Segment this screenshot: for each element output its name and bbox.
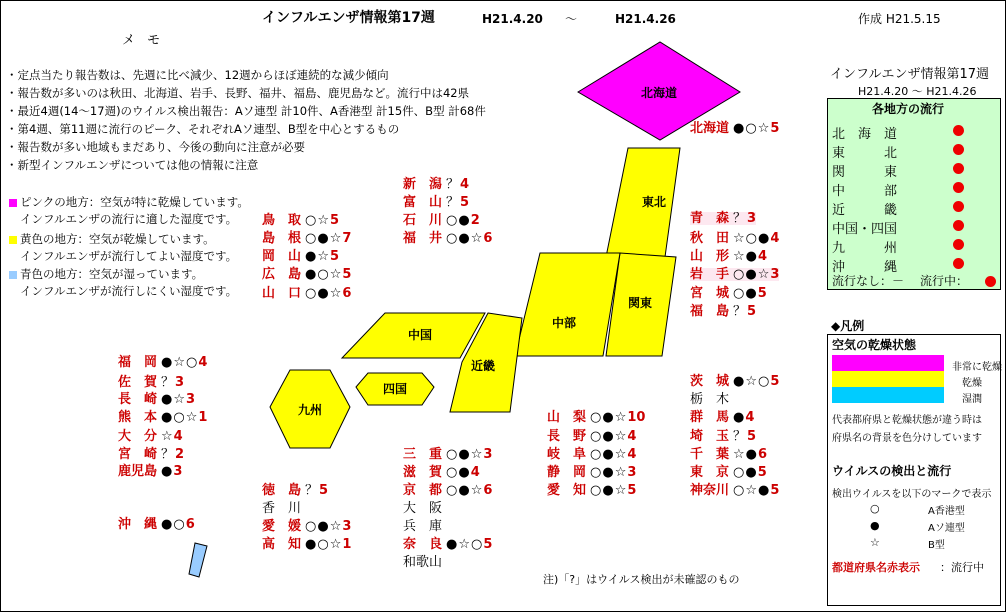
virus-marks: ○● (446, 465, 471, 480)
regional-status-title: 各地方の流行 (872, 102, 945, 116)
virus-marks: ○☆● (733, 483, 771, 498)
prefecture-name: 栃 木 (690, 392, 730, 407)
virus-marks: ☆● (733, 249, 759, 264)
prefecture-name: 広 島 (262, 267, 302, 282)
prefecture-entry (547, 484, 636, 497)
virus-marks: ？ (305, 483, 320, 498)
report-count: 5 (757, 465, 767, 480)
memo-heading: メ モ (122, 33, 165, 48)
virus-marks: ●○☆ (161, 410, 199, 425)
date-tilde: ～ (565, 12, 578, 26)
prefecture-entry (690, 375, 779, 388)
report-count: 4 (758, 249, 768, 264)
prefecture-name: 大 分 (118, 429, 158, 444)
dry-swatch-humid (832, 387, 944, 403)
report-count: 3 (627, 465, 637, 480)
region-row: 九 州 (832, 241, 898, 256)
prefecture-name: 福 島 (690, 304, 730, 319)
prefecture-name: 山 形 (690, 249, 730, 264)
region-chubu (515, 253, 620, 356)
prefecture-entry (403, 520, 442, 533)
report-count: 3 (747, 211, 757, 226)
epidemic-dot (953, 258, 964, 269)
report-count: 5 (460, 195, 470, 210)
prefecture-entry (690, 212, 756, 225)
virus-marks: ○●☆ (446, 447, 484, 462)
prefecture-name: 東 京 (690, 465, 730, 480)
prefecture-name: 北海道 (690, 121, 730, 136)
virus-marks: ○☆ (305, 213, 331, 228)
virus-marks: ☆○● (733, 231, 771, 246)
prefecture-entry (403, 214, 480, 227)
virus-marks: ○●☆ (446, 231, 484, 246)
prefecture-name: 宮 崎 (118, 447, 158, 462)
virus-label: Aソ連型 (928, 523, 965, 534)
report-count: 3 (173, 464, 183, 479)
prefecture-entry (690, 268, 779, 281)
prefecture-entry (403, 484, 492, 497)
prefecture-entry (403, 502, 442, 515)
virus-marks: ○●☆ (305, 231, 343, 246)
virus-mark-soviet: ● (870, 519, 880, 532)
page-title: インフルエンザ情報第17週 (262, 10, 435, 26)
prefecture-entry (690, 122, 779, 135)
virus-marks: ○● (733, 286, 758, 301)
report-count: 6 (758, 447, 768, 462)
virus-marks: ？ (446, 177, 461, 192)
note-line: ・最近4週(14～17週)のウイルス検出報告：Aソ連型 計10件、A香港型 計15件、B型 計68件 (6, 104, 486, 118)
report-count: 10 (627, 410, 646, 425)
status-active-label: 流行中： (920, 274, 969, 288)
prefecture-entry (262, 484, 328, 497)
created-date: 作成 H21.5.15 (858, 12, 941, 26)
prefecture-entry (118, 448, 184, 461)
region-row: 中 部 (832, 184, 898, 199)
prefecture-name: 鹿児島 (118, 464, 158, 479)
mismatch-note: 府県名の背景を色分けしています (832, 433, 982, 444)
prefecture-name: 沖 縄 (118, 517, 158, 532)
report-count: 5 (342, 267, 352, 282)
region-label-kanto: 関東 (627, 296, 653, 310)
report-count: 7 (342, 231, 352, 246)
prefecture-name: 宮 城 (690, 286, 730, 301)
date-to: H21.4.26 (615, 12, 676, 26)
legend-blue-line2: インフルエンザが流行しにくい湿度です。 (20, 284, 238, 298)
epidemic-dot (953, 182, 964, 193)
virus-label: A香港型 (928, 506, 965, 517)
prefecture-entry (547, 411, 645, 424)
dry-swatch-very (832, 355, 944, 371)
prefecture-entry (403, 196, 469, 209)
prefecture-name: 秋 田 (690, 231, 730, 246)
dry-swatch-dry (832, 371, 944, 387)
report-count: 5 (770, 374, 780, 389)
report-count: 5 (747, 429, 757, 444)
epidemic-dot (953, 144, 964, 155)
region-label-hokkaido: 北海道 (640, 86, 678, 100)
legend-heading: ◆凡例 (831, 319, 865, 333)
region-row: 沖 縄 (832, 260, 898, 275)
prefecture-name: 群 馬 (690, 410, 730, 425)
virus-note: 検出ウイルスを以下のマークで表示 (832, 489, 992, 500)
prefecture-entry (118, 356, 207, 369)
prefecture-entry (690, 393, 729, 406)
prefecture-name: 福 岡 (118, 355, 158, 370)
prefecture-name: 青 森 (690, 211, 730, 226)
prefecture-entry (262, 214, 339, 227)
prefecture-name: 長 崎 (118, 392, 158, 407)
epidemic-dot (953, 201, 964, 212)
prefecture-entry (403, 466, 480, 479)
report-count: 1 (198, 410, 208, 425)
prefecture-name: 佐 賀 (118, 375, 158, 390)
note-line: ・報告数が多い地域もまだあり、今後の動向に注意が必要 (6, 140, 305, 154)
region-label-tohoku: 東北 (641, 195, 667, 209)
virus-marks: ● (161, 464, 174, 479)
note-line: ・報告数が多いのは秋田、北海道、岩手、長野、福井、福島、鹿児島など。流行中は42県 (6, 86, 470, 100)
virus-marks: ○●☆ (590, 429, 628, 444)
right-panel-dates: H21.4.20 ～ H21.4.26 (858, 85, 977, 98)
legend-box (827, 334, 1001, 606)
prefecture-entry (690, 466, 767, 479)
regional-status-box (827, 98, 1001, 290)
prefecture-entry (547, 466, 636, 479)
prefecture-name: 高 知 (262, 537, 302, 552)
report-count: 4 (470, 465, 480, 480)
prefecture-name: 千 葉 (690, 447, 730, 462)
dry-label: 湿潤 (962, 394, 982, 405)
virus-marks: ？ (733, 211, 748, 226)
prefecture-entry (690, 484, 779, 497)
virus-label: B型 (928, 540, 945, 551)
prefecture-name: 埼 玉 (690, 429, 730, 444)
region-label-kyushu: 九州 (297, 403, 323, 417)
legend-yellow-line2: インフルエンザが流行してよい湿度です。 (20, 249, 238, 263)
prefecture-name: 大 阪 (403, 501, 443, 516)
prefecture-entry (118, 411, 207, 424)
date-from: H21.4.20 (482, 12, 543, 26)
prefecture-name: 愛 媛 (262, 519, 302, 534)
note-line: ・新型インフルエンザについては他の情報に注意 (6, 158, 259, 172)
dryness-title: 空気の乾燥状態 (832, 338, 917, 352)
virus-marks: ●○☆ (305, 267, 343, 282)
prefecture-entry (262, 287, 351, 300)
prefecture-entry (118, 465, 182, 478)
report-count: 5 (757, 286, 767, 301)
virus-marks: ？ (446, 195, 461, 210)
virus-marks: ☆● (733, 447, 759, 462)
prefecture-name: 滋 賀 (403, 465, 443, 480)
prefecture-name: 愛 知 (547, 483, 587, 498)
virus-marks: ●☆ (161, 392, 187, 407)
report-count: 1 (342, 537, 352, 552)
virus-marks: ○● (733, 465, 758, 480)
prefecture-name: 茨 城 (690, 374, 730, 389)
report-count: 4 (173, 429, 183, 444)
report-count: 2 (175, 447, 185, 462)
legend-blue-line1: 青色の地方：空気が湿っています。 (20, 267, 204, 281)
prefecture-name: 兵 庫 (403, 519, 443, 534)
region-row: 東 北 (832, 146, 898, 161)
note-line: ・定点当たり報告数は、先週に比べ減少、12週からほぼ連続的な減少傾向 (6, 68, 389, 82)
report-count: 6 (185, 517, 195, 532)
prefecture-name: 神奈川 (690, 483, 730, 498)
report-count: 4 (627, 429, 637, 444)
prefecture-entry (262, 520, 351, 533)
prefecture-entry (262, 268, 351, 281)
report-count: 4 (198, 355, 208, 370)
epidemic-dot (953, 125, 964, 136)
report-count: 3 (186, 392, 196, 407)
epidemic-dot (985, 276, 996, 287)
prefecture-entry (690, 448, 767, 461)
virus-marks: ○●☆ (590, 483, 628, 498)
virus-marks: ●☆○ (733, 374, 771, 389)
prefecture-entry (403, 178, 469, 191)
prefecture-name: 富 山 (403, 195, 443, 210)
prefecture-entry (118, 430, 183, 443)
prefecture-entry (403, 448, 492, 461)
prefecture-name: 香 川 (262, 501, 302, 516)
region-okinawa (189, 543, 207, 577)
region-row: 中国・四国 (832, 222, 898, 237)
footnote: 注)「?」はウイルス検出が未確認のもの (543, 573, 740, 586)
prefecture-entry (118, 376, 184, 389)
prefecture-entry (690, 232, 779, 245)
report-count: 6 (342, 286, 352, 301)
prefecture-name: 石 川 (403, 213, 443, 228)
legend-pink-line2: インフルエンザの流行に適した湿度です。 (20, 212, 238, 226)
report-count: 4 (745, 410, 755, 425)
report-count: 6 (483, 483, 493, 498)
virus-marks: ○●☆ (590, 447, 628, 462)
virus-marks: ○●☆ (305, 519, 343, 534)
prefecture-entry (690, 430, 756, 443)
region-row: 関 東 (832, 165, 898, 180)
prefecture-entry (690, 411, 754, 424)
prefecture-entry (262, 250, 339, 263)
legend-pink-line1: ピンクの地方：空気が特に乾燥しています。 (20, 195, 249, 209)
prefecture-name: 熊 本 (118, 410, 158, 425)
epidemic-dot (953, 239, 964, 250)
virus-marks: ？ (733, 429, 748, 444)
dry-label: 乾燥 (962, 378, 982, 389)
virus-marks: ○●☆ (446, 483, 484, 498)
virus-marks: ●☆○ (446, 537, 484, 552)
prefecture-entry (262, 232, 351, 245)
prefecture-entry (690, 287, 767, 300)
prefecture-entry (403, 556, 442, 569)
report-count: 5 (627, 483, 637, 498)
prefecture-name: 三 重 (403, 447, 443, 462)
virus-marks: ●○☆ (733, 121, 771, 136)
report-count: 3 (770, 267, 780, 282)
report-count: 4 (627, 447, 637, 462)
prefecture-name: 静 岡 (547, 465, 587, 480)
virus-marks: ●☆○ (161, 355, 199, 370)
virus-marks: ？ (161, 447, 176, 462)
region-row: 近 畿 (832, 203, 898, 218)
virus-marks: ○●☆ (590, 410, 628, 425)
report-count: 5 (483, 537, 493, 552)
region-label-chugoku: 中国 (407, 328, 433, 342)
prefecture-name: 京 都 (403, 483, 443, 498)
virus-marks: ● (733, 410, 746, 425)
report-count: 4 (770, 231, 780, 246)
status-none-label: 流行なし：－ (832, 274, 905, 288)
report-count: 5 (770, 483, 780, 498)
prefecture-name: 山 梨 (547, 410, 587, 425)
prefecture-entry (262, 502, 301, 515)
region-label-chubu: 中部 (551, 316, 577, 330)
prefecture-entry (403, 538, 492, 551)
epidemic-dot (953, 163, 964, 174)
prefecture-name: 山 口 (262, 286, 302, 301)
virus-mark-hongkong: ○ (870, 502, 880, 515)
prefecture-name: 岐 阜 (547, 447, 587, 462)
report-count: 3 (175, 375, 185, 390)
report-count: 5 (330, 249, 340, 264)
virus-mark-b: ☆ (870, 536, 880, 549)
virus-marks: ○●☆ (733, 267, 771, 282)
region-label-kinki: 近畿 (470, 359, 496, 373)
prefecture-entry (118, 518, 195, 531)
report-count: 2 (470, 213, 480, 228)
prefecture-entry (403, 232, 492, 245)
report-count: 5 (330, 213, 340, 228)
region-label-shikoku: 四国 (382, 382, 408, 396)
report-count: 5 (319, 483, 329, 498)
virus-marks: ？ (733, 304, 748, 319)
virus-marks: ●☆ (305, 249, 331, 264)
prefecture-entry (118, 393, 195, 406)
prefecture-name: 長 野 (547, 429, 587, 444)
prefecture-entry (547, 430, 636, 443)
prefecture-name: 奈 良 (403, 537, 443, 552)
report-count: 3 (342, 519, 352, 534)
virus-marks: ●○ (161, 517, 186, 532)
report-count: 5 (770, 121, 780, 136)
prefecture-name: 岩 手 (690, 267, 730, 282)
prefecture-entry (262, 538, 351, 551)
virus-marks: ○●☆ (590, 465, 628, 480)
prefecture-name: 新 潟 (403, 177, 443, 192)
region-row: 北 海 道 (832, 127, 898, 142)
virus-marks: ●○☆ (305, 537, 343, 552)
note-line: ・第4週、第11週に流行のピーク、それぞれAソ連型、B型を中心とするもの (6, 122, 400, 136)
prefecture-entry (690, 250, 767, 263)
prefecture-name: 和歌山 (403, 555, 443, 570)
report-count: 5 (747, 304, 757, 319)
virus-title: ウイルスの検出と流行 (832, 464, 952, 478)
epidemic-dot (953, 220, 964, 231)
report-count: 6 (483, 231, 493, 246)
epidemic-legend-label: 都道府県名赤表示 (832, 561, 920, 574)
prefecture-entry (547, 448, 636, 461)
prefecture-entry (690, 305, 756, 318)
report-count: 3 (483, 447, 493, 462)
report-count: 4 (460, 177, 470, 192)
dry-label: 非常に乾燥 (952, 362, 1002, 373)
epidemic-legend-text: ：流行中 (940, 561, 984, 574)
virus-marks: ○●☆ (305, 286, 343, 301)
prefecture-name: 鳥 取 (262, 213, 302, 228)
virus-marks: ？ (161, 375, 176, 390)
virus-marks: ○● (446, 213, 471, 228)
right-panel-title: インフルエンザ情報第17週 (830, 67, 990, 82)
prefecture-name: 岡 山 (262, 249, 302, 264)
legend-yellow-line1: 黄色の地方：空気が乾燥しています。 (20, 232, 215, 246)
prefecture-name: 徳 島 (262, 483, 302, 498)
mismatch-note: 代表都府県と乾燥状態が違う時は (832, 415, 982, 426)
virus-marks: ☆ (161, 429, 174, 444)
prefecture-name: 島 根 (262, 231, 302, 246)
prefecture-name: 福 井 (403, 231, 443, 246)
